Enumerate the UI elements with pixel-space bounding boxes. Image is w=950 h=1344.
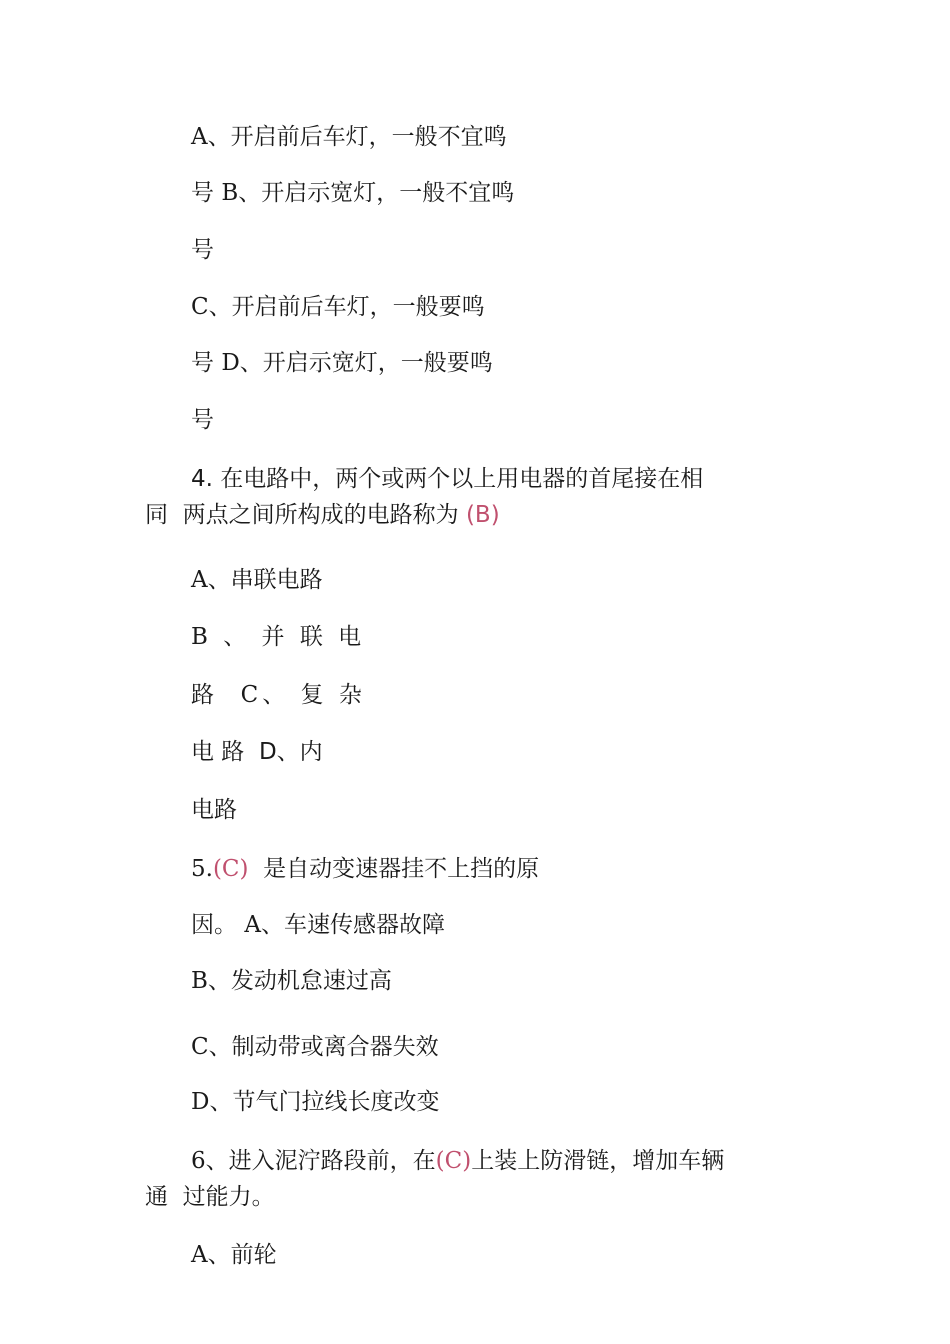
- question-5-line2: 因。 A、车速传感器故障: [191, 912, 445, 938]
- question-4-line2: 同 两点之间所构成的电路称为 (B): [145, 502, 500, 528]
- option-3b: 号 B、开启示宽灯，一般不宜鸣: [191, 180, 515, 206]
- option-3d: 号 D、开启示宽灯，一般要鸣: [191, 350, 493, 376]
- question-5: 5.(C) 是自动变速器挂不上挡的原: [191, 856, 540, 882]
- option-4d: 电 路 D、内: [191, 739, 323, 765]
- question-6: 6、进入泥泞路段前，在(C)上装上防滑链，增加车辆: [191, 1148, 725, 1174]
- option-4c: 路 C、 复 杂: [191, 682, 366, 708]
- option-3c: C、开启前后车灯，一般要鸣: [191, 294, 485, 320]
- answer-6: (C): [435, 1148, 472, 1174]
- option-5b: B、发动机怠速过高: [191, 968, 392, 994]
- question-4-line1: 4. 在电路中，两个或两个以上用电器的首尾接在相: [191, 466, 704, 492]
- option-3d-tail: 号: [191, 407, 214, 433]
- option-6a: A、前轮: [191, 1242, 277, 1268]
- question-6-line2: 通 过能力。: [145, 1184, 275, 1210]
- option-4a: A、串联电路: [191, 567, 323, 593]
- option-4b: B 、 并 联 电: [191, 624, 366, 650]
- option-3b-tail: 号: [191, 237, 214, 263]
- option-4d-tail: 电路: [191, 797, 237, 823]
- option-5c: C、制动带或离合器失效: [191, 1034, 439, 1060]
- option-5d: D、节气门拉线长度改变: [191, 1089, 440, 1115]
- answer-4: (B): [465, 502, 500, 528]
- option-3a: A、开启前后车灯，一般不宜鸣: [191, 124, 507, 150]
- answer-5: (C): [212, 856, 249, 882]
